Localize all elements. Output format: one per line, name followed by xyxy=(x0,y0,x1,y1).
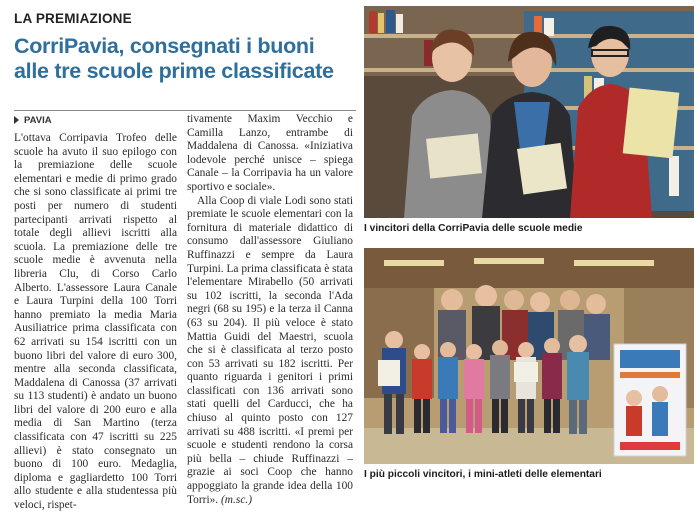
photo-middle-school-winners xyxy=(364,6,694,218)
divider xyxy=(14,110,356,111)
paragraph: tivamente Maxim Vecchio e Camilla Lanzo, entrambe di Maddalena di Canossa. «Iniziativa lodevole perché unisce – spiega Canale – la Corripavia ha un valore sportivo e sociale». xyxy=(187,113,353,193)
article-column-2 xyxy=(187,113,353,507)
triangle-icon xyxy=(14,116,19,124)
paragraph-text: Alla Coop di viale Lodi sono stati premiate le scuole elementari con la fornitura di materiale didattico di consumo dall'assessore Giuliano Ruffinazzi e sempre da Laura Turpini. La prima classificata è stata l'elementare Mirabello (50 arrivati su 102 iscritti, la seconda l'Ada negri (68 su 195) e la terza il Canna (63 su 204). Il più veloce è stato Mattia Guidi del Maestri, scuola che si è classificata al terzo posto con 53 arrivati su 182 iscritti. Per quanto riguarda i genitori i primi classificati con 136 arrivati sono stati quelli del Carducci, che ha chiuso al quinto posto con 127 arrivati su 488 iscritti. «I premi per scuole e studenti rendono la corsa più bella – chiude Ruffinazzi – grazie ai soci Coop che hanno appoggiato la grande idea della 100 Torri». xyxy=(187,194,353,506)
article-headline: CorriPavia, consegnati i buoni alle tre scuole prime classificate xyxy=(14,34,334,83)
section-kicker: LA PREMIAZIONE xyxy=(14,11,132,26)
paragraph xyxy=(187,195,353,508)
photo-elementary-winners xyxy=(364,248,694,464)
article-column-1 xyxy=(14,132,177,513)
photo-caption-1: I vincitori della CorriPavia delle scuole medie xyxy=(364,223,583,234)
dateline xyxy=(14,115,52,126)
paragraph: L'ottava Corripavia Trofeo delle scuole ha avuto il suo epilogo con la premiazione delle scuole elementari e medie di primo grado che si sono classificate ai primi tre posti per numero di studenti partecipanti arrivati rispetto al totale degli allievi iscritti alla scuola. La premiazione delle tre scuole medie è avvenuta nella libreria Clu, di Corso Carlo Alberto. L'assessore Laura Canale e Laura Turpini della 100 Torri hanno premiato la media Maria Ausiliatrice prima classificata con 62 arrivati su 154 iscritti con un buono libri del valore di euro 300, mentre alla seconda classificata, Maddalena di Canossa (37 arrivati su 113 studenti) è andato un buono libri del valore di 200 euro e alla media di San Martino (terza classificata con 47 iscritti su 225 allievi) è stato consegnato un buono di 100 euro. Medaglia, diploma e gagliardetto 100 Torri allo studente e alla studentessa più veloci, rispet- xyxy=(14,132,177,512)
dateline-text: PAVIA xyxy=(24,115,52,126)
author-signature: (m.sc.) xyxy=(221,493,253,506)
photo-caption-2: I più piccoli vincitori, i mini-atleti delle elementari xyxy=(364,469,602,480)
